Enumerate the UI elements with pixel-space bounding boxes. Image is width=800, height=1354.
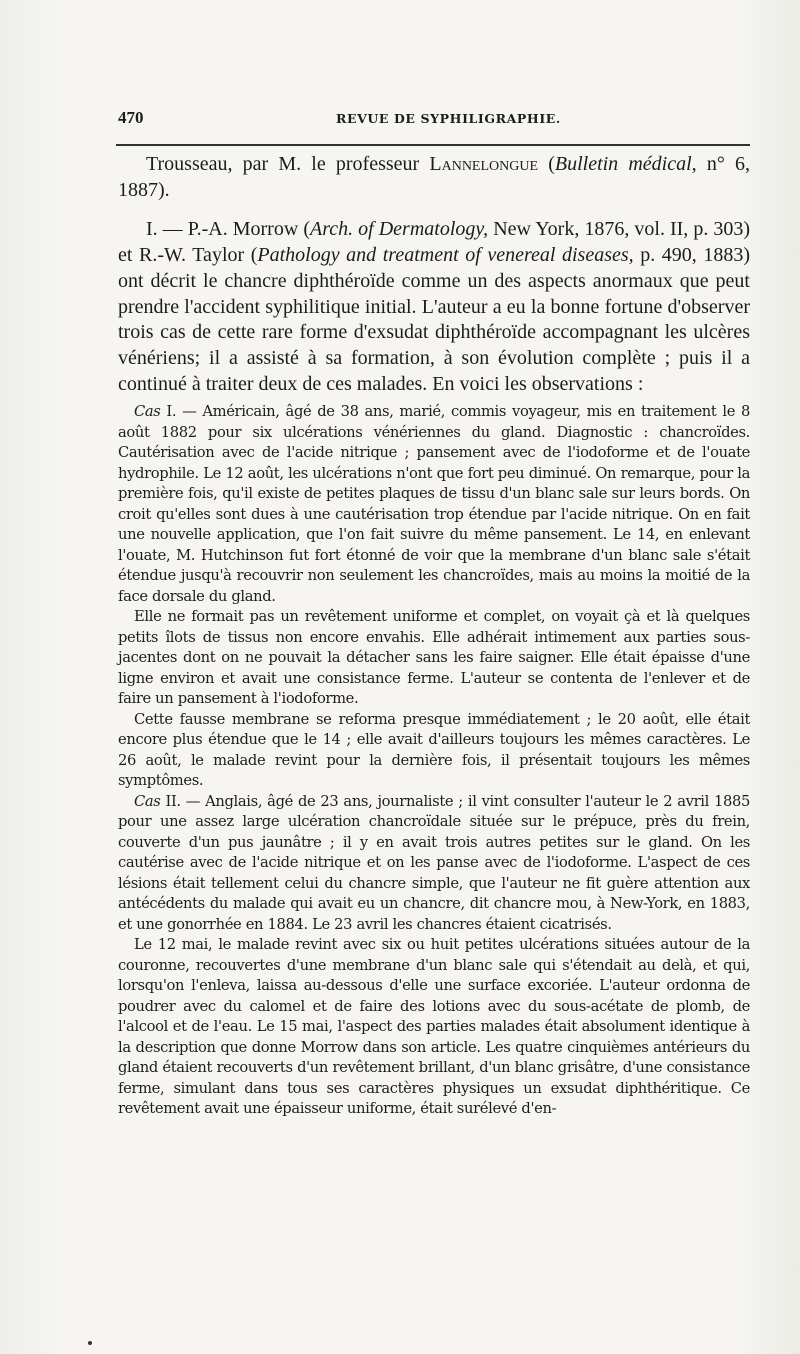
paragraph-cas-2: Cas II. — Anglais, âgé de 23 ans, journaliste ; il vint consulter l'auteur le 2 avril 1885 pour une assez large ulcération chancroïdale située sur le prépuce, près du frein, couverte d'un pus jaunâtre ; il y en avait trois autres petites sur le gland. On les cautérise avec de l'acide nitrique et on les panse avec de l'iodoforme. L'aspect de ces lésions était tellement celui du chancre simple, que l'auteur ne fit guère attention aux antécédents du malade qui avait eu un chancre, dit chancre mou, à New-York, en 1883, et une gonorrhée en 1884. Le 23 avril les chancres étaient cicatrisés. bbox=[118, 792, 750, 933]
header-rule bbox=[116, 144, 750, 146]
small-type-section bbox=[118, 402, 750, 1120]
paragraph-cas-1-cont: Elle ne formait pas un revêtement uniforme et complet, on voyait çà et là quelques petits îlots de tissus non encore envahis. Elle adhérait intimement aux parties sous-jacentes dont on ne pouvait la détacher sans les faire saigner. Elle était épaisse d'une ligne environ et avait une consistance ferme. L'auteur se contenta de l'enlever et de faire un pansement à l'iodoforme. bbox=[118, 608, 750, 708]
large-type-section bbox=[118, 152, 750, 397]
journal-title: Bulletin médical, bbox=[554, 153, 697, 175]
author-name: Lannelongue bbox=[429, 153, 539, 175]
paragraph-cas-1: Cas I. — Américain, âgé de 38 ans, marié, commis voyageur, mis en traitement le 8 août 1882 pour six ulcérations vénériennes du gland. Diagnostic : chancroïdes. Cautérisation avec de l'acide nitrique ; pansement avec de l'iodoforme et de l'ouate hydrophile. Le 12 août, les ulcérations n'ont que fort peu diminué. On remarque, pour la première fois, qu'il existe de petites plaques de tissu d'un blanc sale sur leurs bords. On croit qu'elles sont dues à une cautérisation trop étendue par l'acide nitrique. On en fait une nouvelle application, que l'on fait suivre du même pansement. Le 14, en enlevant l'ouate, M. Hutchinson fut fort étonné de voir que la membrane d'un blanc sale s'était étendue jusqu'à recouvrir non seulement les chancroïdes, mais au moins la moitié de la face dorsale du gland. bbox=[118, 403, 750, 605]
page-number: 470 bbox=[118, 108, 144, 127]
paragraph-cas-2-cont: Le 12 mai, le malade revint avec six ou huit petites ulcérations situées autour de la couronne, recouvertes d'une membrane d'un blanc sale qui s'étendait au delà, et qui, lorsqu'on l'enleva, laissa au-dessous d'elle une surface excoriée. L'auteur ordonna de poudrer avec du calomel et de faire des lotions avec du sous-acétate de plomb, de l'alcool et de l'eau. Le 15 mai, l'aspect des parties malades était absolument identique à la description que donne Morrow dans son article. Les quatre cinquièmes antérieurs du gland étaient recouverts d'un revêtement brillant, d'un blanc grisâtre, d'une consistance ferme, simulant dans tous ses caractères physiques un exsudat diphthéritique. Ce revêtement avait une épaisseur uniforme, était surélevé d'en- bbox=[118, 936, 750, 1118]
running-title: REVUE DE SYPHILIGRAPHIE. bbox=[336, 111, 561, 126]
body-text bbox=[118, 152, 750, 1120]
journal-title: Pathology and treatment of venereal diseases, bbox=[257, 244, 634, 267]
journal-title: Arch. of Dermatology, bbox=[309, 218, 489, 241]
paragraph-trousseau: Trousseau, par M. le professeur Lannelongue (Bulletin médical, n° 6, 1887). bbox=[118, 153, 750, 201]
paragraph-morrow: I. — P.-A. Morrow (Arch. of Dermatology, New York, 1876, vol. II, p. 303) et R.-W. Taylor (Pathology and treatment of venereal diseases, p. 490, 1883) ont décrit le chancre diphthéroïde comme un des aspects anormaux que peut prendre l'accident syphilitique initial. L'auteur a eu la bonne fortune d'observer trois cas de cette rare forme d'exsudat diphthéroïde accompagnant les ulcères vénériens; il a assisté à sa formation, à son évolution complète ; puis il a continué à traiter deux de ces malades. En voici les observations : bbox=[118, 218, 751, 395]
paragraph-cas-1-end: Cette fausse membrane se reforma presque immédiatement ; le 20 août, elle était encore plus étendue que le 14 ; elle avait d'ailleurs toujours les mêmes caractères. Le 26 août, le malade revint pour la dernière fois, il présentait toujours les mêmes symptômes. bbox=[118, 710, 750, 790]
ink-speck bbox=[88, 1341, 92, 1345]
page-header bbox=[116, 108, 750, 132]
